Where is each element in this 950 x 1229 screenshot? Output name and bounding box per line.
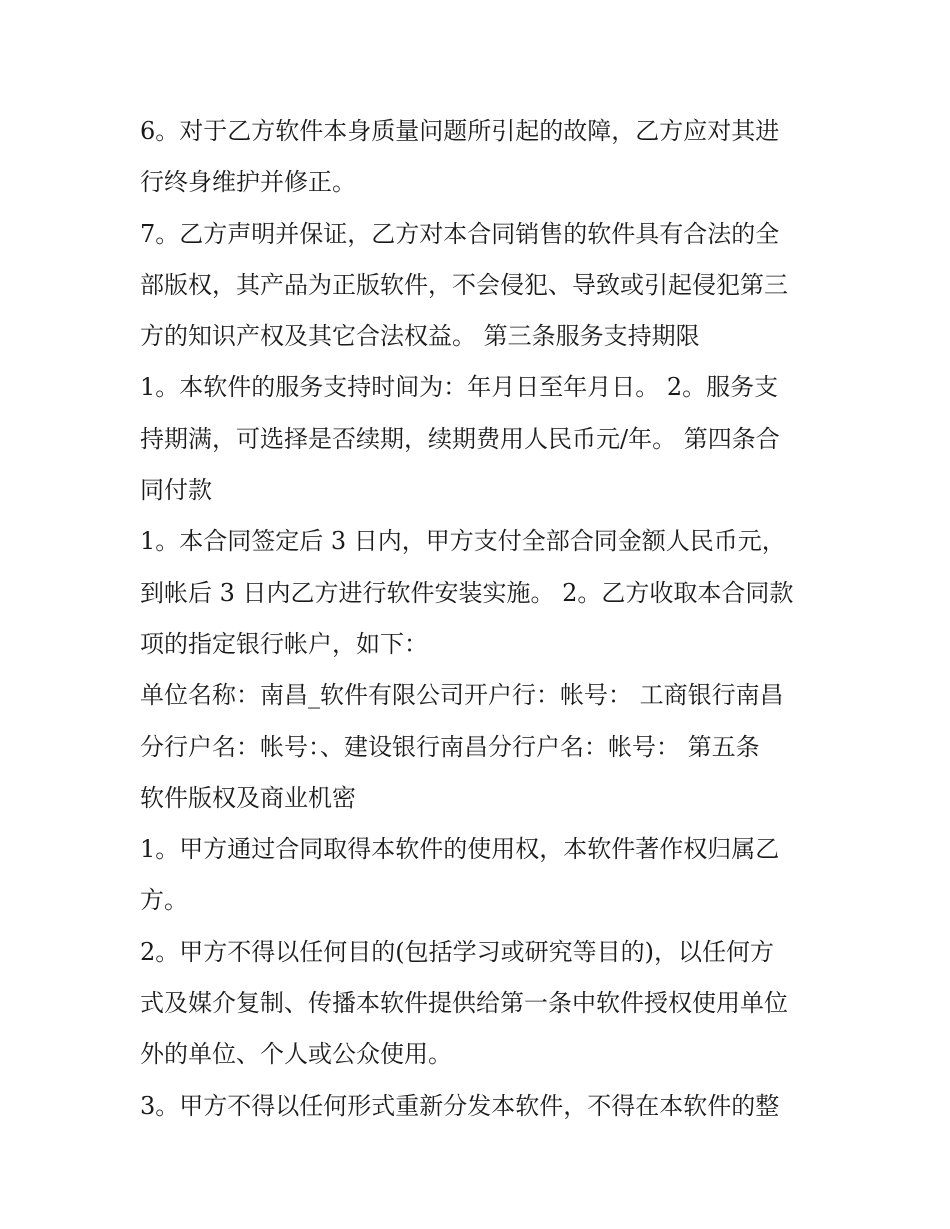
text-line: 2。甲方不得以任何目的(包括学习或研究等目的)，以任何方	[140, 937, 774, 966]
clause-7-paragraph	[140, 209, 820, 363]
text-line: 1。本合同签定后 3 日内，甲方支付全部合同金额人民币元，	[140, 527, 786, 556]
text-line: 分行户名：帐号：、建设银行南昌分行户名：帐号： 第五条	[140, 732, 760, 761]
text-line: 方的知识产权及其它合法权益。 第三条服务支持期限	[140, 322, 700, 351]
text-line: 方。	[140, 886, 188, 915]
text-line: 式及媒介复制、传播本软件提供给第一条中软件授权使用单位	[140, 989, 788, 1018]
text-line: 行终身维护并修正。	[140, 168, 356, 197]
text-line: 外的单位、个人或公众使用。	[140, 1040, 452, 1069]
text-line: 部版权，其产品为正版软件，不会侵犯、导致或引起侵犯第三	[140, 270, 788, 299]
copyright-clause-3-paragraph	[140, 1081, 820, 1132]
document-body	[140, 106, 820, 1132]
copyright-clause-1-paragraph	[140, 824, 820, 927]
text-line: 软件版权及商业机密	[140, 783, 356, 812]
text-line: 持期满，可选择是否续期，续期费用人民币元/年。 第四条合	[140, 424, 780, 453]
text-line: 6。对于乙方软件本身质量问题所引起的故障，乙方应对其进	[140, 117, 780, 145]
text-line: 项的指定银行帐户，如下：	[140, 629, 428, 658]
text-line: 3。甲方不得以任何形式重新分发本软件，不得在本软件的整	[140, 1091, 780, 1120]
payment-paragraph	[140, 516, 820, 670]
text-line: 到帐后 3 日内乙方进行软件安装实施。 2。乙方收取本合同款	[140, 578, 794, 607]
copyright-clause-2-paragraph	[140, 927, 820, 1081]
text-line: 单位名称：南昌_软件有限公司开户行：帐号： 工商银行南昌	[140, 681, 784, 710]
bank-account-paragraph	[140, 670, 820, 824]
text-line: 同付款	[140, 476, 212, 505]
text-line: 1。本软件的服务支持时间为：年月日至年月日。 2。服务支	[140, 373, 779, 402]
text-line: 1。甲方通过合同取得本软件的使用权，本软件著作权归属乙	[140, 835, 780, 864]
service-period-paragraph	[140, 362, 820, 516]
text-line: 7。乙方声明并保证，乙方对本合同销售的软件具有合法的全	[140, 219, 780, 248]
clause-6-paragraph	[140, 106, 820, 209]
